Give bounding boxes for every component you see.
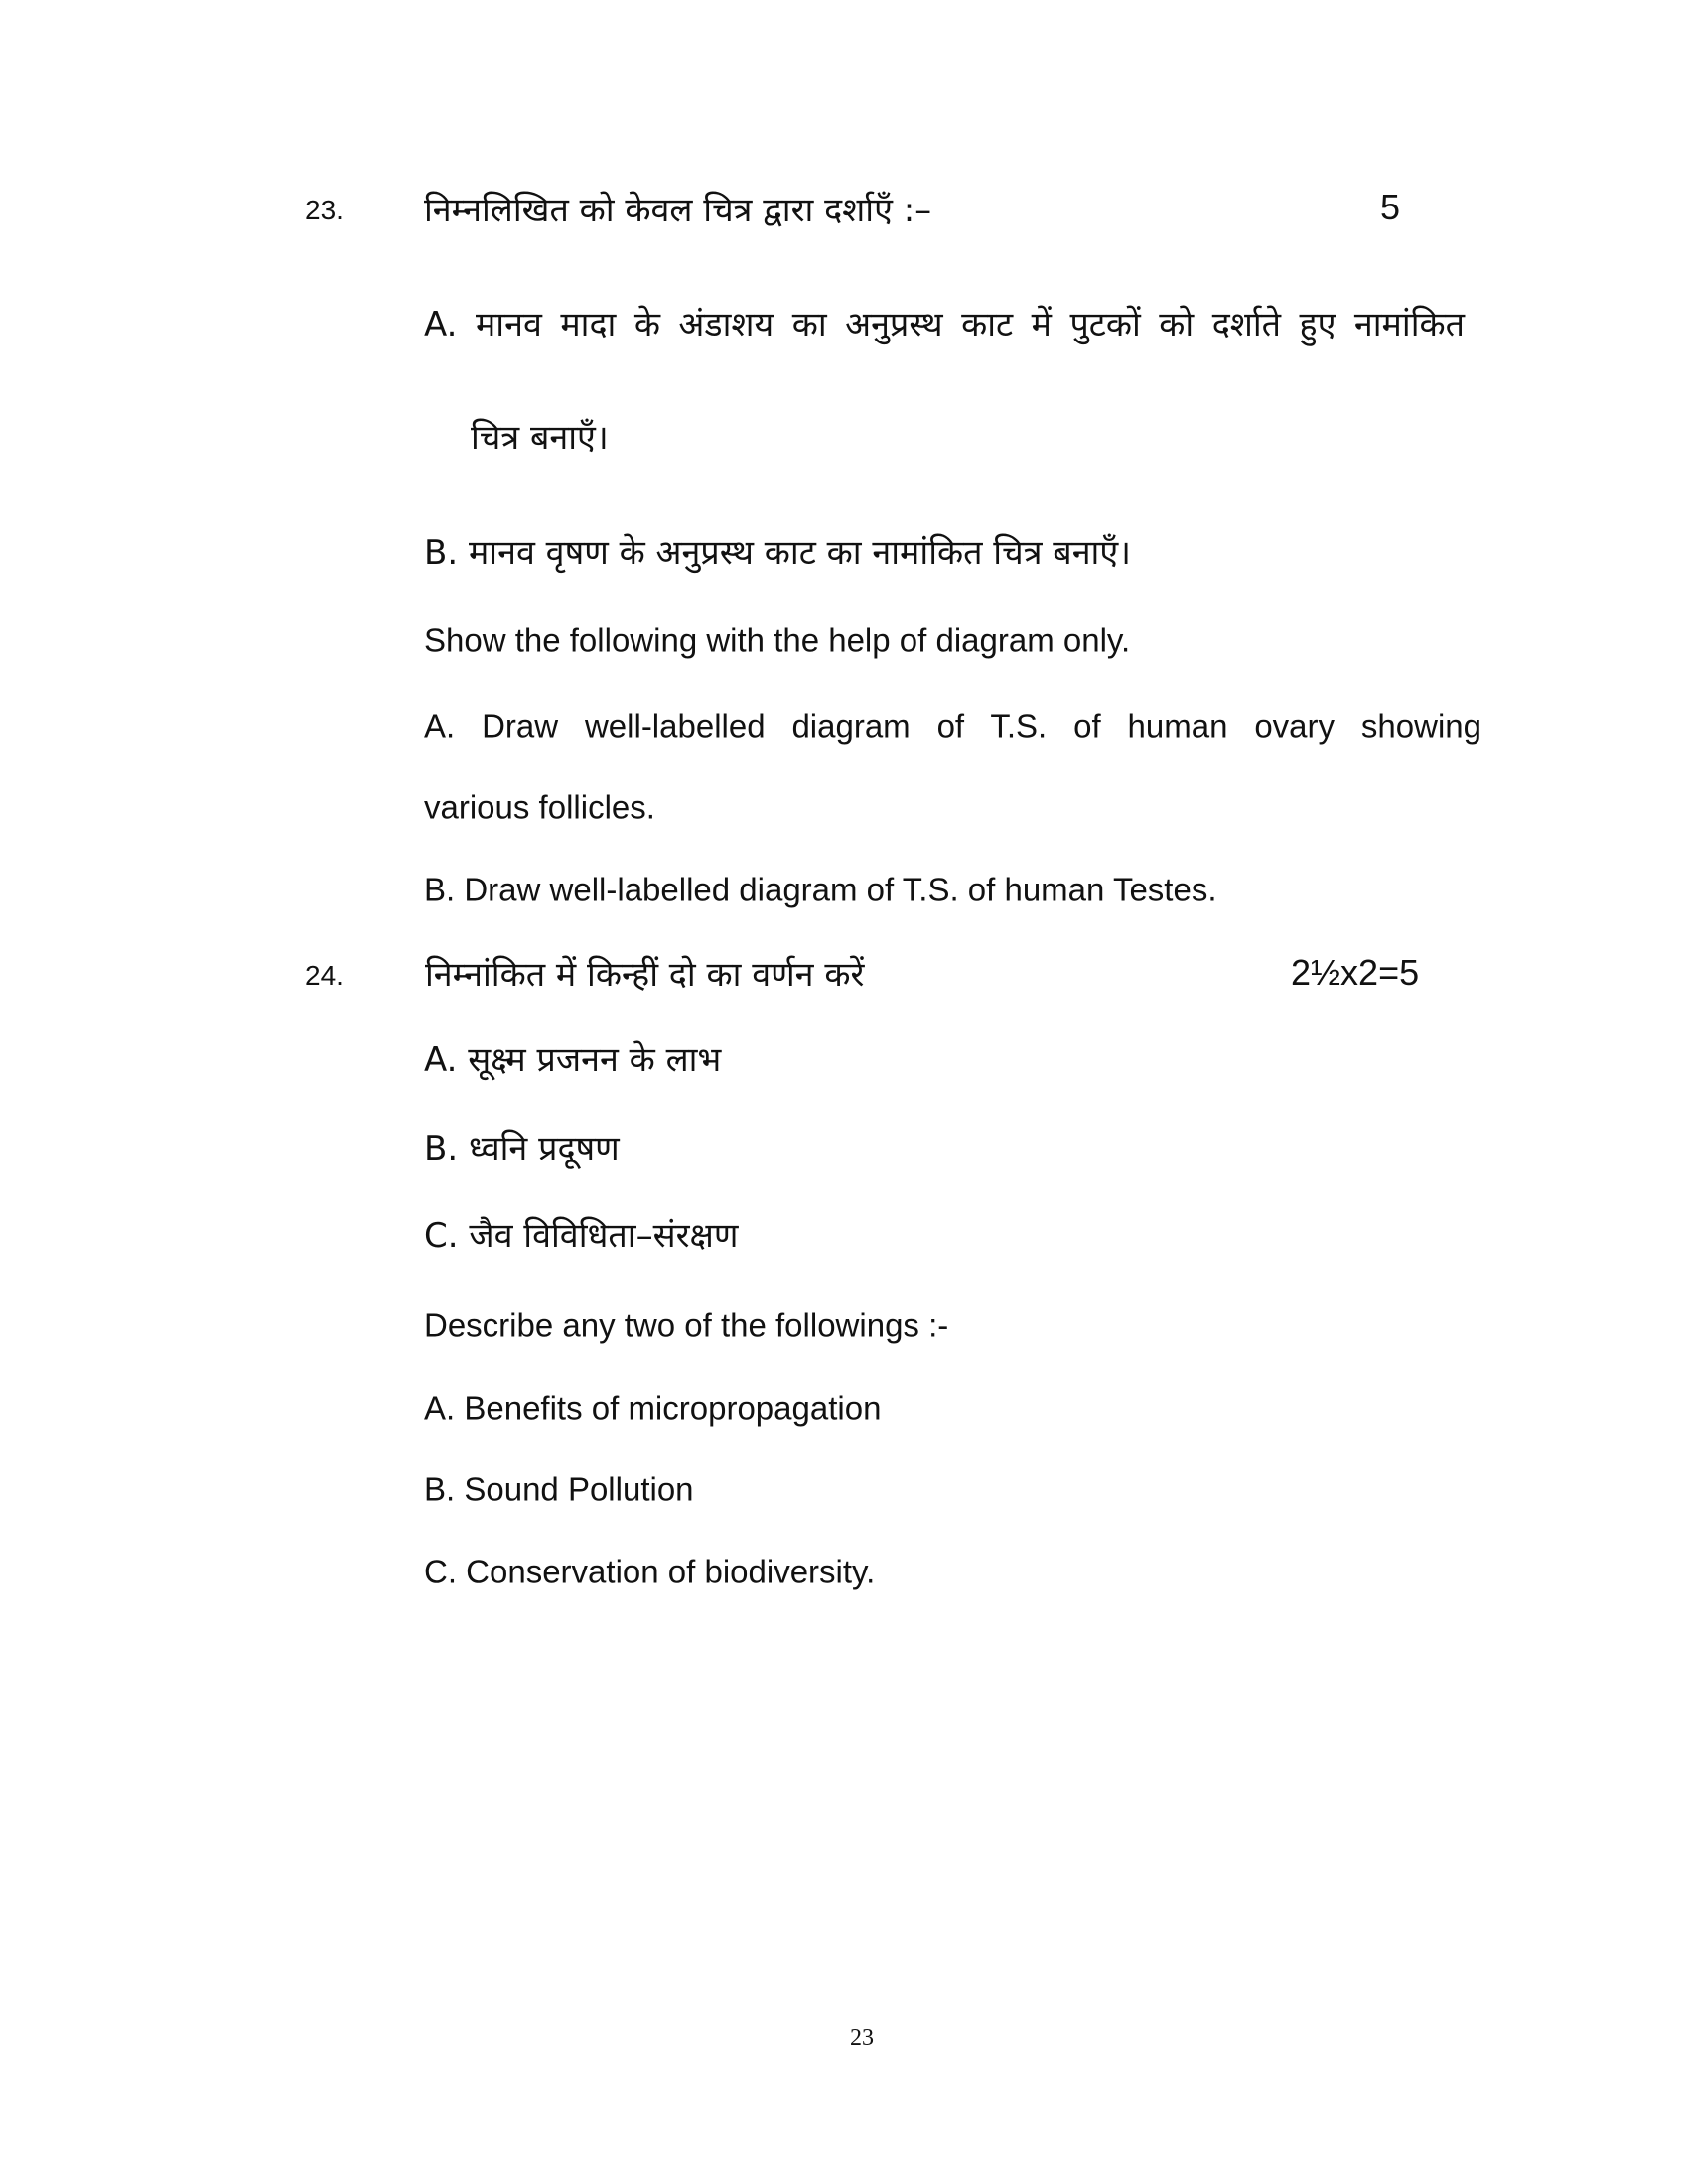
question-heading-hindi: निम्नलिखित को केवल चित्र द्वारा दर्शाएँ :– bbox=[424, 191, 932, 230]
question-heading-english: Describe any two of the followings :- bbox=[424, 1306, 949, 1344]
hindi-item-a-line1: A. मानव मादा के अंडाशय का अनुप्रस्थ काट में पुटकों को दर्शाते हुए नामांकित bbox=[424, 305, 1465, 344]
english-item-a-line2: various follicles. bbox=[424, 788, 655, 826]
page-number: 23 bbox=[850, 2025, 874, 2051]
question-number: 23. bbox=[305, 195, 344, 225]
hindi-item-c: C. जैव विविधिता–संरक्षण bbox=[424, 1216, 739, 1256]
hindi-item-b: B. मानव वृषण के अनुप्रस्थ काट का नामांकित चित्र बनाएँ। bbox=[424, 533, 1132, 573]
question-heading-english: Show the following with the help of diagram only. bbox=[424, 621, 1131, 659]
english-item-b: B. Sound Pollution bbox=[424, 1470, 694, 1508]
question-marks: 5 bbox=[1380, 187, 1401, 227]
hindi-item-b: B. ध्वनि प्रदूषण bbox=[424, 1129, 620, 1168]
english-item-c: C. Conservation of biodiversity. bbox=[424, 1553, 876, 1590]
english-item-b: B. Draw well-labelled diagram of T.S. of human Testes. bbox=[424, 871, 1217, 908]
question-number: 24. bbox=[305, 960, 344, 991]
english-item-a-line1: A. Draw well-labelled diagram of T.S. of human ovary showing bbox=[424, 707, 1481, 745]
question-marks: 2½x2=5 bbox=[1291, 952, 1420, 993]
question-heading-hindi: निम्नांकित में किन्हीं दो का वर्णन करें bbox=[425, 955, 865, 995]
hindi-item-a: A. सूक्ष्म प्रजनन के लाभ bbox=[424, 1040, 722, 1080]
english-item-a: A. Benefits of micropropagation bbox=[424, 1389, 882, 1427]
hindi-item-a-line2: चित्र बनाएँ। bbox=[471, 418, 609, 458]
